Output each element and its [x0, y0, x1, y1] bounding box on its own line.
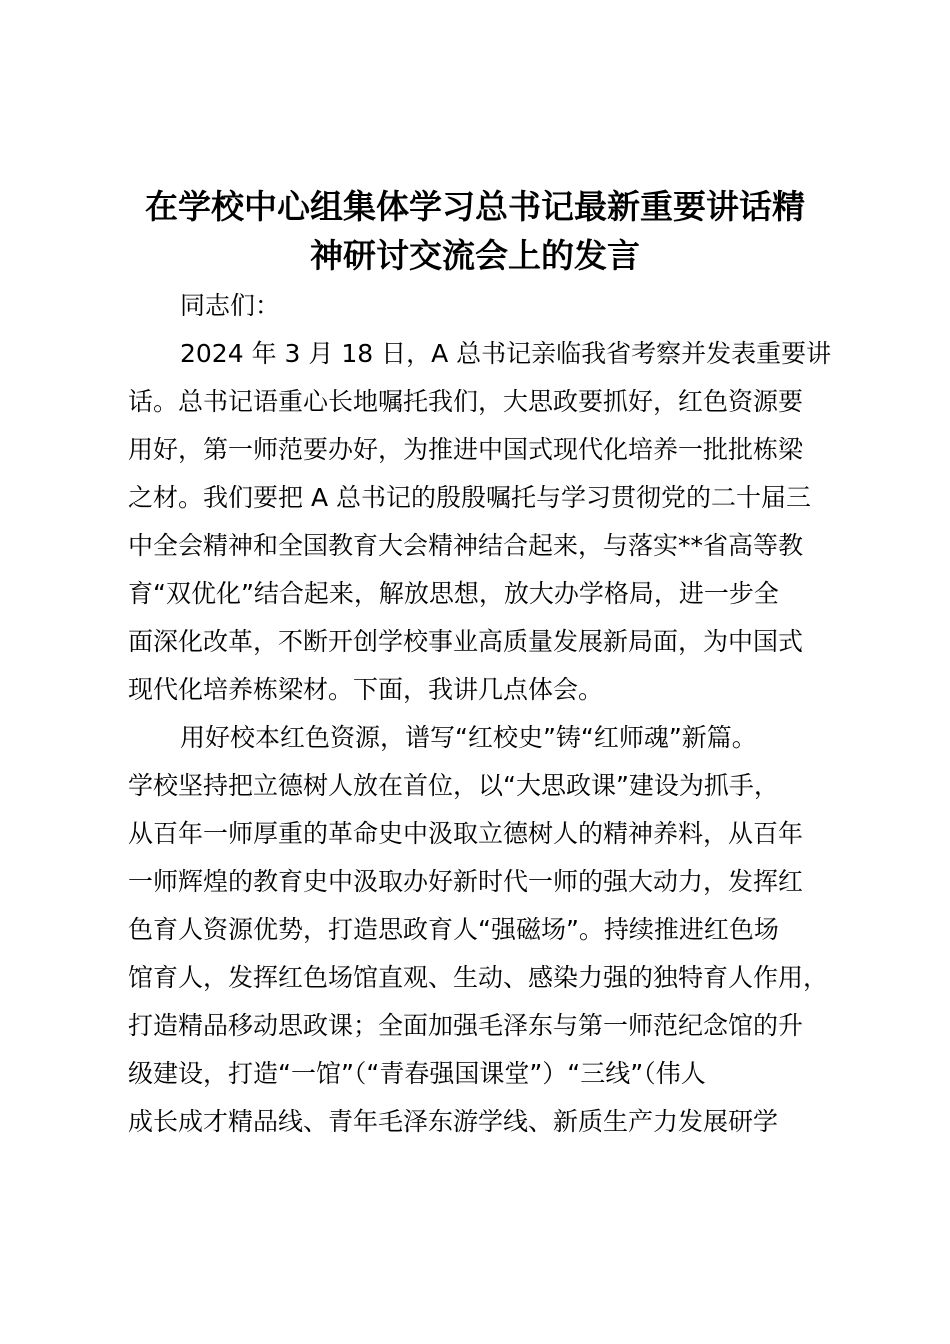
document-title-line-2: 神研讨交流会上的发言 [310, 236, 640, 275]
paragraph-1-line-3: 用好，第一师范要办好，为推进中国式现代化培养一批批栋梁 [128, 435, 804, 464]
paragraph-1-line-5: 中全会精神和全国教育大会精神结合起来，与落实**省高等教 [128, 531, 804, 560]
paragraph-2-line-7: 打造精品移动思政课；全面加强毛泽东与第一师范纪念馆的升 [128, 1011, 804, 1040]
paragraph-2-line-5: 色育人资源优势，打造思政育人“强磁场”。持续推进红色场 [128, 915, 779, 944]
paragraph-1-line-2: 话。总书记语重心长地嘱托我们，大思政要抓好，红色资源要 [128, 387, 804, 416]
paragraph-2-line-2: 学校坚持把立德树人放在首位，以“大思政课”建设为抓手， [128, 771, 779, 800]
paragraph-2-line-9: 成长成才精品线、青年毛泽东游学线、新质生产力发展研学 [128, 1107, 779, 1136]
paragraph-2-line-1: 用好校本红色资源，谱写“红校史”铸“红师魂”新篇。 [180, 723, 757, 752]
paragraph-1-line-6: 育“双优化”结合起来，解放思想，放大办学格局，进一步全 [128, 579, 779, 608]
document-title-line-1: 在学校中心组集体学习总书记最新重要讲话精 [145, 187, 805, 226]
paragraph-1-line-7: 面深化改革，不断开创学校事业高质量发展新局面，为中国式 [128, 627, 804, 656]
salutation: 同志们： [180, 291, 281, 320]
paragraph-1-line-4: 之材。我们要把 A 总书记的殷殷嘱托与学习贯彻党的二十届三 [128, 483, 811, 512]
paragraph-2-line-4: 一师辉煌的教育史中汲取办好新时代一师的强大动力，发挥红 [128, 867, 804, 896]
paragraph-1-line-8: 现代化培养栋梁材。下面，我讲几点体会。 [128, 675, 604, 704]
paragraph-1-line-1: 2024 年 3 月 18 日，A 总书记亲临我省考察并发表重要讲 [180, 339, 832, 368]
paragraph-2-line-6: 馆育人，发挥红色场馆直观、生动、感染力强的独特育人作用， [128, 963, 829, 992]
paragraph-2-line-3: 从百年一师厚重的革命史中汲取立德树人的精神养料，从百年 [128, 819, 804, 848]
paragraph-2-line-8: 级建设，打造“一馆”（“青春强国课堂”）“三线”（伟人 [128, 1059, 706, 1088]
